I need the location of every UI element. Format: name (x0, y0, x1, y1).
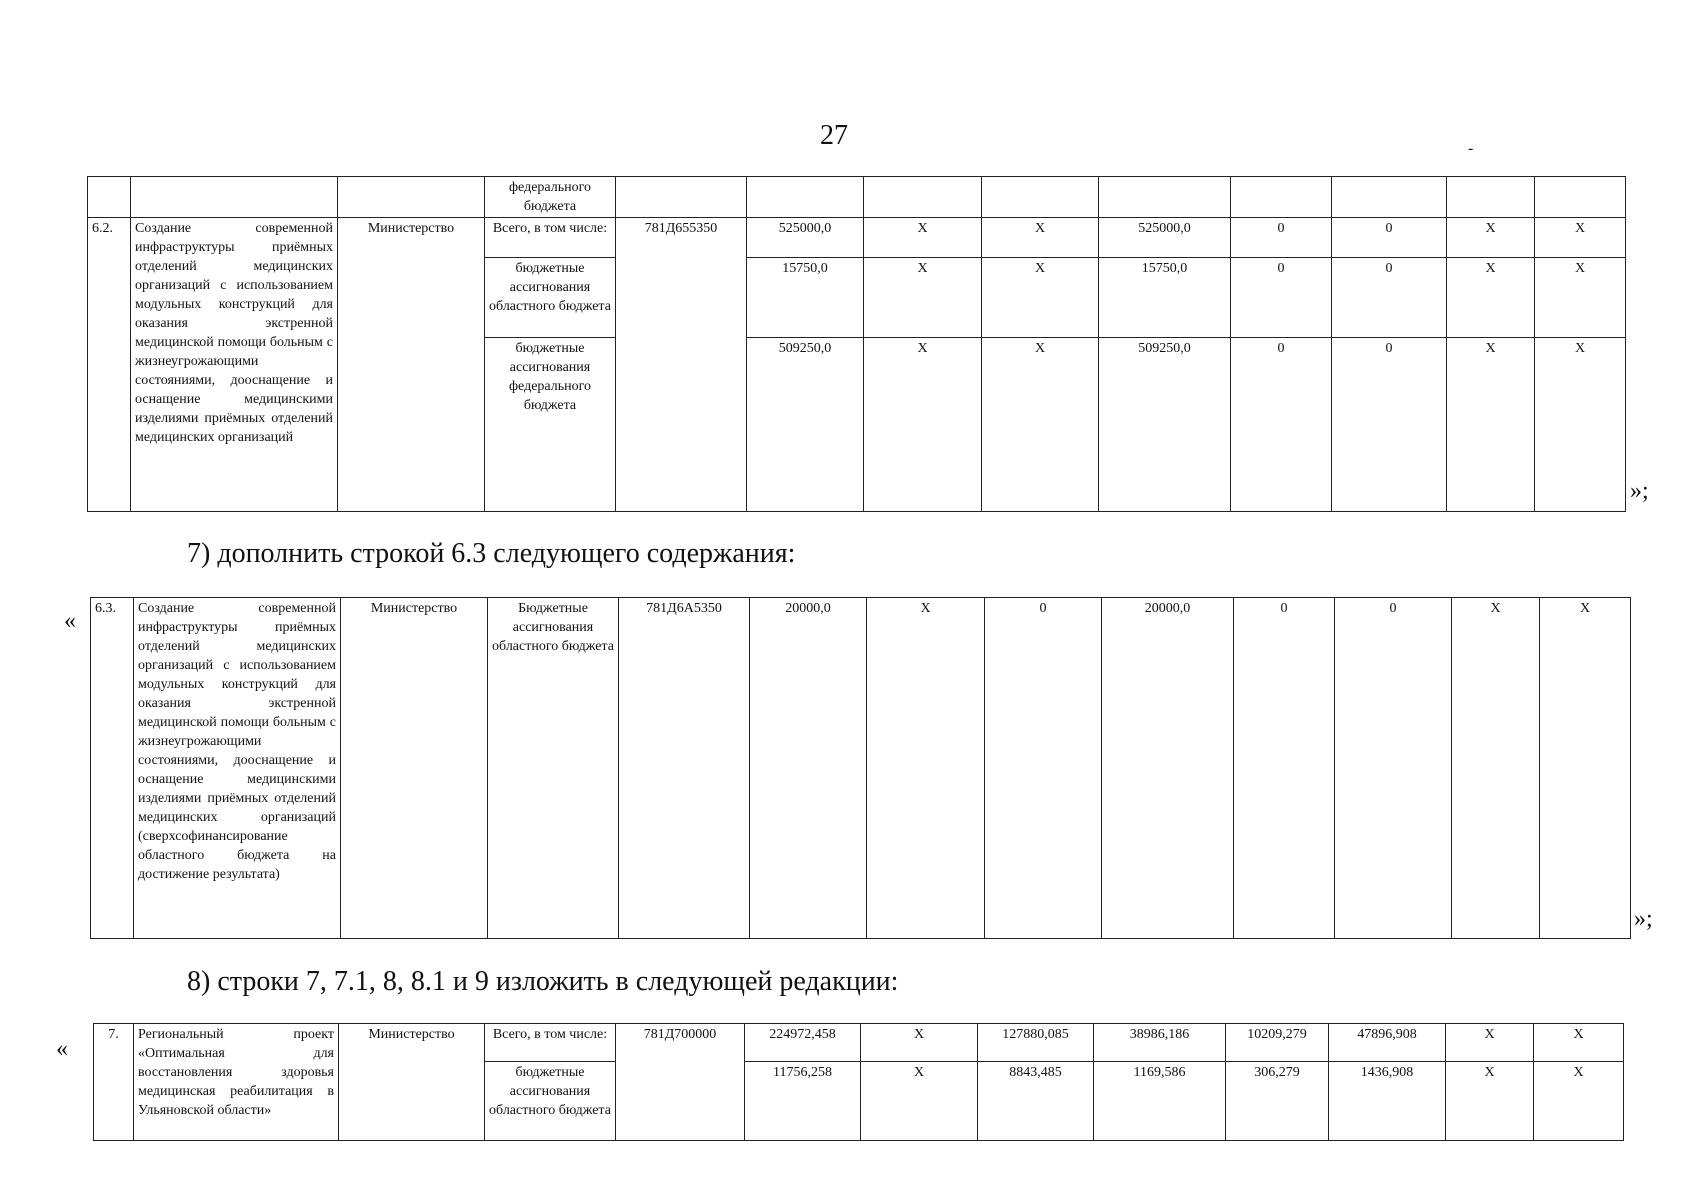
year-cell: X (864, 258, 982, 338)
opening-quote: « (56, 1036, 68, 1062)
year-cell: X (1534, 1062, 1624, 1141)
year-cell: 10209,279 (1226, 1024, 1329, 1062)
year-cell: 8843,485 (978, 1062, 1094, 1141)
year-cell: X (864, 338, 982, 512)
paragraph-8: 8) строки 7, 7.1, 8, 8.1 и 9 изложить в следующей редакции: (187, 966, 899, 997)
year-cell: 0 (1332, 258, 1447, 338)
row-number: 6.3. (91, 598, 134, 939)
year-cell: 0 (1231, 258, 1332, 338)
source-cell: Всего, в том числе: (485, 1024, 616, 1062)
executor: Министерство (341, 598, 488, 939)
total-cell: 20000,0 (750, 598, 867, 939)
year-cell: 38986,186 (1094, 1024, 1226, 1062)
year-cell: X (1446, 1024, 1534, 1062)
opening-quote: « (64, 608, 76, 634)
year-cell: 15750,0 (1099, 258, 1231, 338)
year-cell: X (1535, 258, 1626, 338)
table-row-6-2 (87, 176, 1626, 512)
year-cell: 0 (1234, 598, 1335, 939)
executor: Министерство (339, 1024, 485, 1141)
table-row-6-3 (90, 597, 1631, 939)
closing-quote: »; (1630, 478, 1649, 504)
year-cell: X (1535, 338, 1626, 512)
year-cell: X (861, 1024, 978, 1062)
row-name: Создание современной инфраструктуры приёмных отделений медицинских организаций с использованием модульных конструкций для оказания экстренной медицинской помощи больным с жизнеугрожающими состояниями, дооснащение и оснащение медицинскими изделиями приёмных отделений медицинских организаций (сверхсофинансирование областного бюджета на достижение результата) (134, 598, 341, 939)
executor: Министерство (338, 218, 485, 512)
year-cell: X (1535, 218, 1626, 258)
year-cell: 47896,908 (1329, 1024, 1446, 1062)
year-cell: 1169,586 (1094, 1062, 1226, 1141)
total-cell: 11756,258 (745, 1062, 861, 1141)
source-cell: бюджетные ассигнования областного бюджета (485, 258, 616, 338)
year-cell: X (1452, 598, 1540, 939)
year-cell: X (1447, 258, 1535, 338)
closing-quote: »; (1634, 906, 1653, 932)
year-cell: 0 (1231, 338, 1332, 512)
row-name: Региональный проект «Оптимальная для восстановления здоровья медицинская реабилитация в Ульяновской области» (134, 1024, 339, 1141)
year-cell: X (1534, 1024, 1624, 1062)
source-cell: федерального бюджета (485, 177, 616, 218)
year-cell: X (1540, 598, 1631, 939)
year-cell: 127880,085 (978, 1024, 1094, 1062)
year-cell: 306,279 (1226, 1062, 1329, 1141)
year-cell: X (1447, 218, 1535, 258)
year-cell: X (1446, 1062, 1534, 1141)
year-cell: 0 (1231, 218, 1332, 258)
year-cell: X (982, 258, 1099, 338)
table-row (91, 598, 1631, 939)
table-row (94, 1024, 1624, 1062)
source-cell: бюджетные ассигнования федерального бюджета (485, 338, 616, 512)
table-row (88, 177, 1626, 218)
row-name: Создание современной инфраструктуры приёмных отделений медицинских организаций с использованием модульных конструкций для оказания экстренной медицинской помощи больным с жизнеугрожающими состояниями, дооснащение и оснащение медицинскими изделиями приёмных отделений медицинских организаций (131, 218, 338, 512)
year-cell: X (867, 598, 985, 939)
total-cell: 224972,458 (745, 1024, 861, 1062)
table-row-7 (93, 1023, 1624, 1141)
year-cell: 509250,0 (1099, 338, 1231, 512)
year-cell: X (982, 218, 1099, 258)
total-cell: 15750,0 (747, 258, 864, 338)
year-cell: 0 (1332, 218, 1447, 258)
budget-code: 781Д6А5350 (619, 598, 750, 939)
year-cell: 525000,0 (1099, 218, 1231, 258)
year-cell: 20000,0 (1102, 598, 1234, 939)
year-cell: 0 (1332, 338, 1447, 512)
year-cell: X (864, 218, 982, 258)
total-cell: 509250,0 (747, 338, 864, 512)
source-cell: Бюджетные ассигнования областного бюджета (488, 598, 619, 939)
source-cell: бюджетные ассигнования областного бюджета (485, 1062, 616, 1141)
budget-code: 781Д700000 (616, 1024, 745, 1141)
top-dash: - (1468, 140, 1474, 157)
total-cell: 525000,0 (747, 218, 864, 258)
year-cell: 1436,908 (1329, 1062, 1446, 1141)
budget-code: 781Д655350 (616, 218, 747, 512)
year-cell: 0 (1335, 598, 1452, 939)
year-cell: 0 (985, 598, 1102, 939)
table-row (88, 218, 1626, 258)
row-number: 7. (94, 1024, 134, 1141)
year-cell: X (982, 338, 1099, 512)
year-cell: X (1447, 338, 1535, 512)
year-cell: X (861, 1062, 978, 1141)
source-cell: Всего, в том числе: (485, 218, 616, 258)
row-number: 6.2. (88, 218, 131, 512)
page-number: 27 (820, 120, 848, 151)
paragraph-7: 7) дополнить строкой 6.3 следующего содержания: (187, 538, 796, 569)
